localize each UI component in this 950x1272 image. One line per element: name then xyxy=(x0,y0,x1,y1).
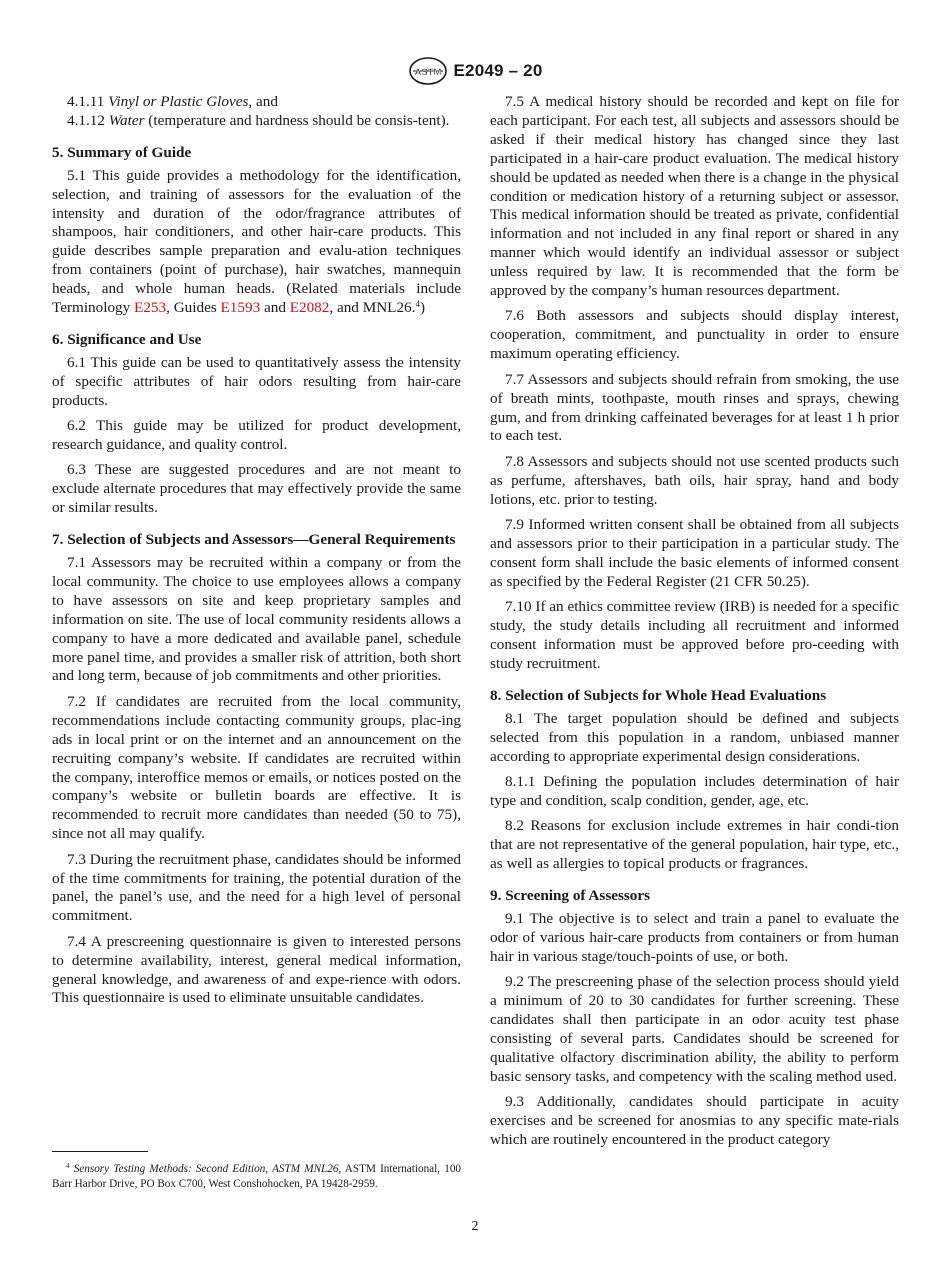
clause-7-9: 7.9 Informed written consent shall be obtained from all subjects and assessors prior to their participation in a particular study. The consent form shall include the basic elements of informed consent as specified by the Federal Register (21 CFR 50.25). xyxy=(490,516,899,590)
section-heading-9: 9. Screening of Assessors xyxy=(490,886,651,904)
clause-9-1: 9.1 The objective is to select and train a panel to evaluate the odor of various hair-care products from containers or from human hair in various stage/touch-points of use, or both. xyxy=(490,909,899,965)
page-number: 2 xyxy=(471,1219,479,1234)
clause-7-2: 7.2 If candidates are recruited from the local community, recommendations include contacting community groups, plac-ing ads in local print or on the internet and an announcement on the recruiting company’s website. If candidates are recruited within the company, interoffice memos or emails, or notices posted on the company’s website or bulletin boards are effective. It is recommended to recruit more candidates than needed (50 to 75), since not all may qualify. xyxy=(52,692,461,843)
footnote: $^4$ Sensory Testing Methods: Second Edition, ASTM MNL26, ASTM International, 100 Barr Harbor Drive, PO Box C700, West Conshohocken, PA 19428-2959. xyxy=(52,1162,462,1190)
footnote-rule xyxy=(52,1151,148,1152)
clause-6-2: 6.2 This guide may be utilized for product development, research guidance, and quality control. xyxy=(52,417,461,453)
clause-7-7: 7.7 Assessors and subjects should refrain from smoking, the use of breath mints, toothpaste, mouth rinses and sprays, chewing gum, and from drinking caffeinated beverages for at least 1 h prior to each test. xyxy=(490,370,899,445)
clause-7-4: 7.4 A prescreening questionnaire is given to interested persons to determine availability, interest, general medical information, general knowledge, and awareness of and expe-rience with odors. This questionnaire is used to eliminate unsuitable candidates. xyxy=(52,932,461,1007)
clause-7-5: 7.5 A medical history should be recorded and kept on file for each participant. For each test, all subjects and assessors should be asked if their medical history has changed since they last participated in a hair-care product evaluation. The medical history should be updated as needed when there is a change in the physical condition or medication history of a returning subject or assessor. This medical information should be treated as private, confidential information and not included in any final report or shared in any manner which would identify an individual assessor or subject unless required by law. It is recommended that the form be approved by the company’s human resources department. xyxy=(490,93,899,300)
clause-7-1: 7.1 Assessors may be recruited within a company or from the local community. The choice to use employees allows a company to have assessors on site and keep proprietary samples and information on site. The use of local community residents allows a company to have a more dedicated and available panel, schedule more panel time, and provides a smaller risk of attrition, both short and long term, because of job commitments and other priorities. xyxy=(52,554,461,685)
clause-7-6: 7.6 Both assessors and subjects should display interest, cooperation, commitment, and punctuality in order to ensure maximum operating efficiency. xyxy=(490,307,899,363)
clause-6-3: 6.3 These are suggested procedures and are not meant to exclude alternate procedures that may effectively provide the same or similar results. xyxy=(52,461,461,517)
clause-7-10: 7.10 If an ethics committee review (IRB) is needed for a specific study, the study details including all recruitment and informed consent information must be approved before pro-ceeding with study recruitment. xyxy=(490,598,899,672)
ref-e253-link[interactable]: E253 xyxy=(134,299,167,317)
clause-8-1-1: 8.1.1 Defining the population includes determination of hair type and condition, scalp condition, gender, age, etc. xyxy=(490,772,899,809)
clause-8-2: 8.2 Reasons for exclusion include extremes in hair condi-tion that are not representative of the general population, hair type, etc., as well as allergies to topical products or fragrances. xyxy=(490,817,899,873)
clause-7-8: 7.8 Assessors and subjects should not use scented products such as perfume, aftershaves, bath oils, hair spray, hand and body lotions, etc. prior to testing. xyxy=(490,452,899,508)
page-header xyxy=(0,54,950,88)
section-heading-5: 5. Summary of Guide xyxy=(52,143,192,161)
ref-e1593-link[interactable]: E1593 xyxy=(220,299,261,317)
clause-5-1: 5.1 This guide provides a methodology for the identification, selection, and training of assessors for the evaluation of the intensity and duration of the odor/fragrance attributes of shampoos, hair conditioners, and other hair-care products. This guide describes sample preparation and evalu-ation techniques from containers (point of purchase), hair swatches, mannequin heads, and whole human heads. (Related materials include Terminology E253, Guides E1593 and E2082, and MNL26.$^4$) xyxy=(52,166,461,317)
clause-7-3: 7.3 During the recruitment phase, candidates should be informed of the time commitments for training, the potential duration of the panel, the panel’s use, and the need for a high level of personal commitment. xyxy=(52,850,461,925)
clause-9-3: 9.3 Additionally, candidates should participate in acuity exercises and be screened for anosmias to any specific mate-rials which are routinely encountered in the product category xyxy=(490,1093,899,1148)
document-designation: E2049 – 20 xyxy=(453,61,543,80)
right-column xyxy=(490,93,899,1156)
clause-4-1-12: 4.1.12 Water (temperature and hardness should be consis-tent). xyxy=(67,111,450,129)
clause-9-2: 9.2 The prescreening phase of the selection process should yield a minimum of 20 to 30 candidates for further screening. These candidates shall then participate in an odor acuity test phase consisting of several parts. Candidates should be screened for qualitative olfactory discrimination ability, the ability to perform basic sensory tasks, and competency with the scaling method used. xyxy=(490,973,899,1085)
section-heading-7: 7. Selection of Subjects and Assessors—General Requirements xyxy=(52,531,456,549)
clause-4-1-11: 4.1.11 Vinyl or Plastic Gloves, and xyxy=(67,93,278,110)
astm-logo-icon xyxy=(408,56,448,86)
section-heading-8: 8. Selection of Subjects for Whole Head Evaluations xyxy=(490,686,827,704)
left-column xyxy=(52,93,461,1015)
clause-8-1: 8.1 The target population should be defined and subjects selected from this population in a random, unbiased manner according to appropriate experimental design considerations. xyxy=(490,709,899,765)
section-heading-6: 6. Significance and Use xyxy=(52,330,202,348)
footnote-marker: 4 xyxy=(415,299,420,310)
clause-6-1: 6.1 This guide can be used to quantitatively assess the intensity of specific attributes of hair odors resulting from hair-care products. xyxy=(52,353,461,409)
logo-text: ASTM xyxy=(414,67,441,78)
ref-e2082-link[interactable]: E2082 xyxy=(289,299,330,317)
